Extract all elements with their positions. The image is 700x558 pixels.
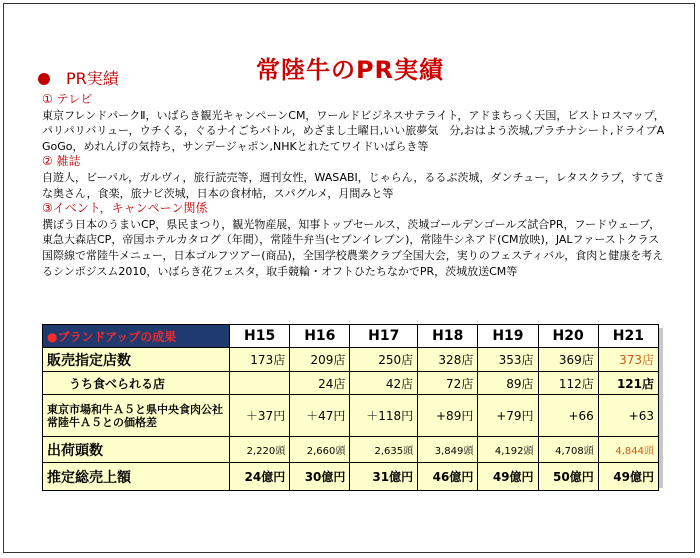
subsection-text-tv: 東京フレンドパークⅡ，いばらき観光キャンペーンCM，ワールドビジネスサテライト，アドまちっく天国，ビストロスマップ，パリパリバリュー，ウチくる，ぐるナイごちバトル，めざまし土曜日,いい旅夢気 分,おはよう茨城,プラチナシート,ドライブA GoGo，めれんげの気持ち，サンデージャポン,NHKとれたてワイドいばらき等 xyxy=(42,108,676,153)
row-label: 販売指定店数 xyxy=(43,348,230,372)
table-cell: 42店 xyxy=(350,372,418,395)
row-label: 推定総売上額 xyxy=(43,463,230,491)
table-cell xyxy=(230,372,290,395)
year-header: H15 xyxy=(230,325,290,348)
bullet-dot-icon xyxy=(38,73,50,85)
table-cell: 4,192頭 xyxy=(478,437,538,463)
table-cell: ＋37円 xyxy=(230,395,290,437)
table-row xyxy=(43,372,659,395)
row-label: うち食べられる店 xyxy=(43,372,230,395)
table-cell: 328店 xyxy=(418,348,478,372)
table-cell: 209店 xyxy=(290,348,350,372)
subsection-heading-magazine: ② 雑誌 xyxy=(42,154,81,169)
section-heading xyxy=(38,66,119,89)
subsection-text-events: 撰ぼう日本のうまいCP，県民まつり，観光物産展，知事トップセールス，茨城ゴールデンゴールズ試合PR，フードウェーブ，東急大森店CP，帝国ホテルカタログ（年間），常陸牛弁当(セブンイレブン)，常陸牛シネアド(CM放映)，JALファーストクラス国際線で常陸牛メニュー，日本ゴルフツアー(商品)，全国学校農業クラブ全国大会，実りのフェスティバル，食肉と健康を考えるシンポジスム2010，いばらき花フェスタ，取手競輪・オフトひたちなかでPR，茨城放送CM等 xyxy=(42,217,664,278)
year-header: H19 xyxy=(478,325,538,348)
table-cell: +63 xyxy=(598,395,658,437)
subsection-heading-tv: ① テレビ xyxy=(42,92,93,106)
table-cell: 3,849頭 xyxy=(418,437,478,463)
results-table xyxy=(42,324,659,491)
table-cell: 30億円 xyxy=(290,463,350,491)
year-header: H21 xyxy=(598,325,658,348)
table-row xyxy=(43,437,659,463)
table-cell: 89店 xyxy=(478,372,538,395)
table-cell: 112店 xyxy=(538,372,598,395)
table-cell: 373店 xyxy=(598,348,658,372)
section-heading-text: PR実績 xyxy=(66,69,119,88)
table-cell: 2,635頭 xyxy=(350,437,418,463)
year-header: H17 xyxy=(350,325,418,348)
table-cell: 4,844頭 xyxy=(598,437,658,463)
table-cell: 369店 xyxy=(538,348,598,372)
table-cell: +79円 xyxy=(478,395,538,437)
table-cell: 173店 xyxy=(230,348,290,372)
table-cell: 49億円 xyxy=(478,463,538,491)
table-cell: 4,708頭 xyxy=(538,437,598,463)
table-cell: ＋118円 xyxy=(350,395,418,437)
table-cell: +89円 xyxy=(418,395,478,437)
subsection-text-magazine: 自遊人，ビーパル，ガルヴィ，旅行読売等，週刊女性，WASABI，じゃらん，るるぶ茨城，ダンチュー，レタスクラブ，すてきな奥さん，食楽，旅ナビ茨城，日本の食材帖，スパグルメ，月間みと等 xyxy=(42,170,665,200)
table-cell: 24店 xyxy=(290,372,350,395)
table-row xyxy=(43,463,659,491)
pr-body xyxy=(42,92,676,279)
slide-title: 常陸牛のPR実績 xyxy=(255,56,445,84)
year-header: H18 xyxy=(418,325,478,348)
year-header: H16 xyxy=(290,325,350,348)
table-cell: 24億円 xyxy=(230,463,290,491)
table-cell: 46億円 xyxy=(418,463,478,491)
table-cell: 121店 xyxy=(598,372,658,395)
table-corner-label: ●ブランドアップの成果 xyxy=(43,325,230,348)
table-cell: 31億円 xyxy=(350,463,418,491)
table-row xyxy=(43,348,659,372)
row-label: 東京市場和牛Ａ５と県中央食肉公社常陸牛Ａ５との価格差 xyxy=(43,395,230,437)
table-cell: 2,220頭 xyxy=(230,437,290,463)
table-cell: 2,660頭 xyxy=(290,437,350,463)
table-cell: 49億円 xyxy=(598,463,658,491)
table-cell: 250店 xyxy=(350,348,418,372)
table-cell: ＋47円 xyxy=(290,395,350,437)
table-cell: 72店 xyxy=(418,372,478,395)
subsection-heading-events: ③イベント，キャンペーン関係 xyxy=(42,201,208,216)
table-cell: +66 xyxy=(538,395,598,437)
row-label: 出荷頭数 xyxy=(43,437,230,463)
table-cell: 353店 xyxy=(478,348,538,372)
table-header-row xyxy=(43,325,659,348)
table-row xyxy=(43,395,659,437)
year-header: H20 xyxy=(538,325,598,348)
table-cell: 50億円 xyxy=(538,463,598,491)
